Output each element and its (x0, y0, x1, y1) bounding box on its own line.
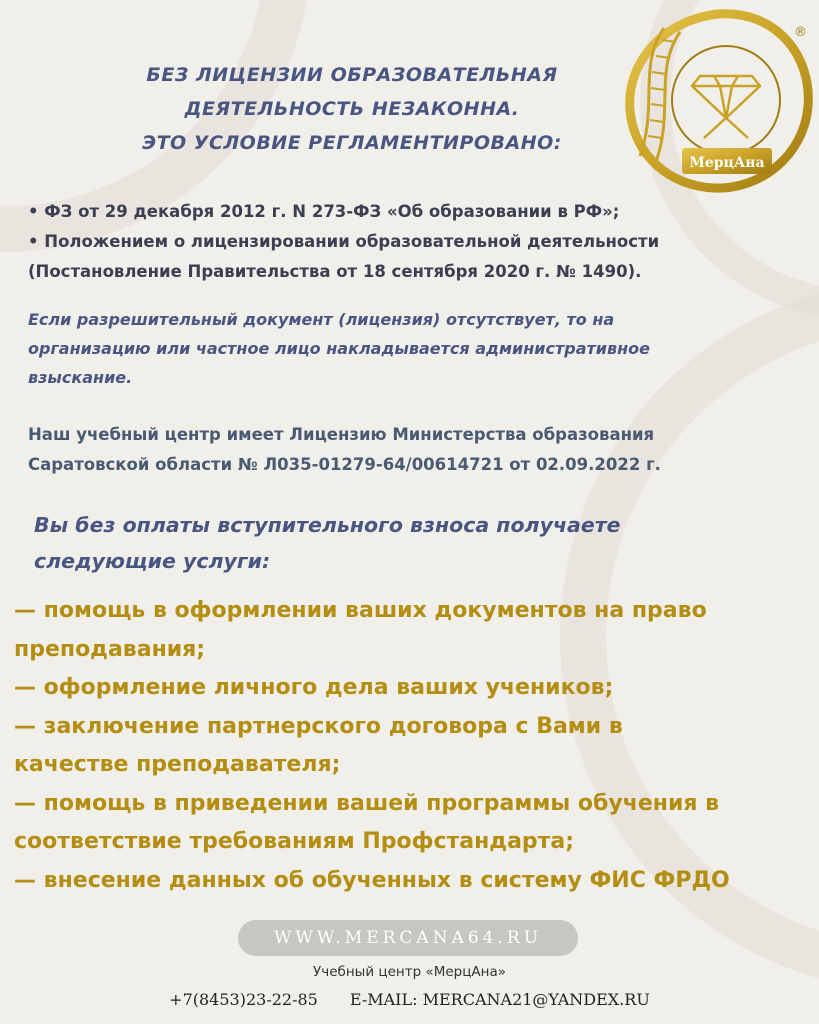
registered-mark: ® (794, 25, 807, 40)
service-line: — помощь в оформлении ваших документов на право (14, 598, 707, 623)
law-list (28, 197, 798, 287)
email-address[interactable]: E-MAIL: MERCANA21@YANDEX.RU (349, 990, 650, 1009)
mercana-logo (618, 6, 818, 198)
note-line: Если разрешительный документ (лицензия) отсутствует, то на (28, 310, 615, 329)
offer-line: следующие услуги: (34, 549, 271, 573)
heading-line: БЕЗ ЛИЦЕНЗИИ ОБРАЗОВАТЕЛЬНАЯ (146, 64, 558, 86)
services-list (14, 592, 809, 900)
website-link[interactable]: WWW.MERCANA64.RU (238, 920, 578, 956)
service-line: — помощь в приведении вашей программы обучения в (14, 790, 720, 816)
license-line: Саратовской области № Л035-01279-64/00614721 от 02.09.2022 г. (28, 455, 661, 474)
service-line: — внесение данных об обученных в систему ФИС ФРДО (14, 867, 730, 893)
note-line: взыскание. (28, 368, 133, 387)
offer-heading (34, 507, 774, 579)
law-item: (Постановление Правительства от 18 сентября 2020 г. № 1490). (28, 262, 642, 281)
dna-helix-icon (656, 32, 680, 162)
contact-line (0, 990, 819, 1009)
service-line: соответствие требованиям Профстандарта; (14, 829, 575, 854)
service-line: — оформление личного дела ваших учеников; (14, 675, 614, 700)
chevron-icon (704, 118, 748, 138)
heading-line: ДЕЯТЕЛЬНОСТЬ НЕЗАКОННА. (184, 98, 520, 120)
phone-number[interactable]: +7(8453)23-22-85 (169, 990, 318, 1009)
center-name: Учебный центр «МерцАна» (313, 964, 506, 980)
offer-line: Вы без оплаты вступительного взноса получаете (34, 513, 621, 537)
heading-line: ЭТО УСЛОВИЕ РЕГЛАМЕНТИРОВАНО: (142, 132, 562, 154)
license-line: Наш учебный центр имеет Лицензию Министерства образования (28, 425, 655, 444)
diamond-icon (692, 76, 760, 118)
law-item: • Положением о лицензировании образовательной деятельности (28, 232, 660, 251)
penalty-note (28, 305, 798, 392)
license-info (28, 420, 798, 480)
page-heading (92, 58, 612, 160)
service-line: преподавания; (14, 636, 206, 662)
service-line: качестве преподавателя; (14, 752, 341, 777)
service-line: — заключение партнерского договора с Вами в (14, 713, 623, 739)
note-line: организацию или частное лицо накладывается административное (28, 339, 651, 358)
brand-name: МерцАна (689, 155, 765, 171)
law-item: • ФЗ от 29 декабря 2012 г. N 273-ФЗ «Об образовании в РФ»; (28, 202, 620, 221)
